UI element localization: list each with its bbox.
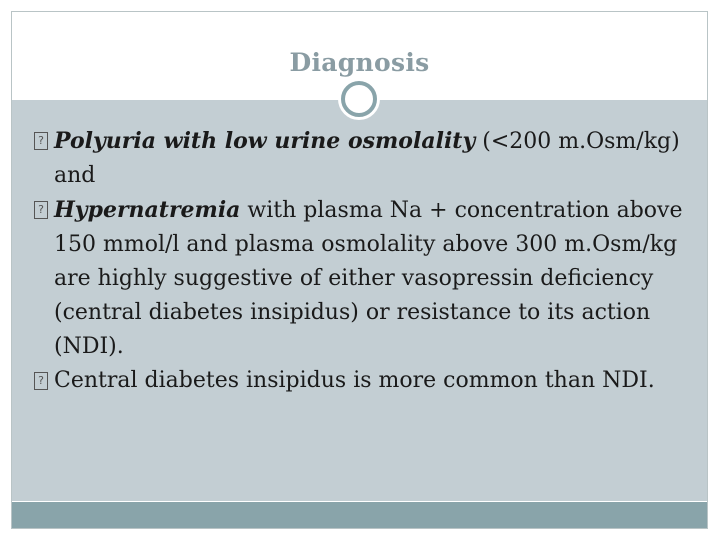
bullet-emphasis: Hypernatremia (54, 197, 241, 223)
bullet-marker-icon: ? (34, 132, 48, 150)
bullet-marker-icon: ? (34, 372, 48, 390)
bullet-text: Central diabetes insipidus is more common than NDI. (54, 368, 655, 393)
bullet-text: (<200 m.Osm/kg) and (54, 129, 680, 188)
bullet-emphasis: Polyuria with low urine osmolality (54, 128, 476, 154)
slide-title: Diagnosis (289, 48, 430, 77)
circle-ring (341, 81, 377, 117)
bullet-marker-icon: ? (34, 201, 48, 219)
bullet-list (34, 124, 704, 398)
bullet-item (34, 124, 704, 193)
bullet-item (34, 364, 704, 398)
bullet-item (34, 193, 704, 364)
bullet-text: with plasma Na + concentration above 150 mmol/l and plasma osmolality above 300 m.Osm/kg are highly suggestive of either vasopressin deficiency (central diabetes insipidus) or resistance to its action (NDI). (54, 198, 683, 359)
footer-bar (12, 502, 707, 528)
